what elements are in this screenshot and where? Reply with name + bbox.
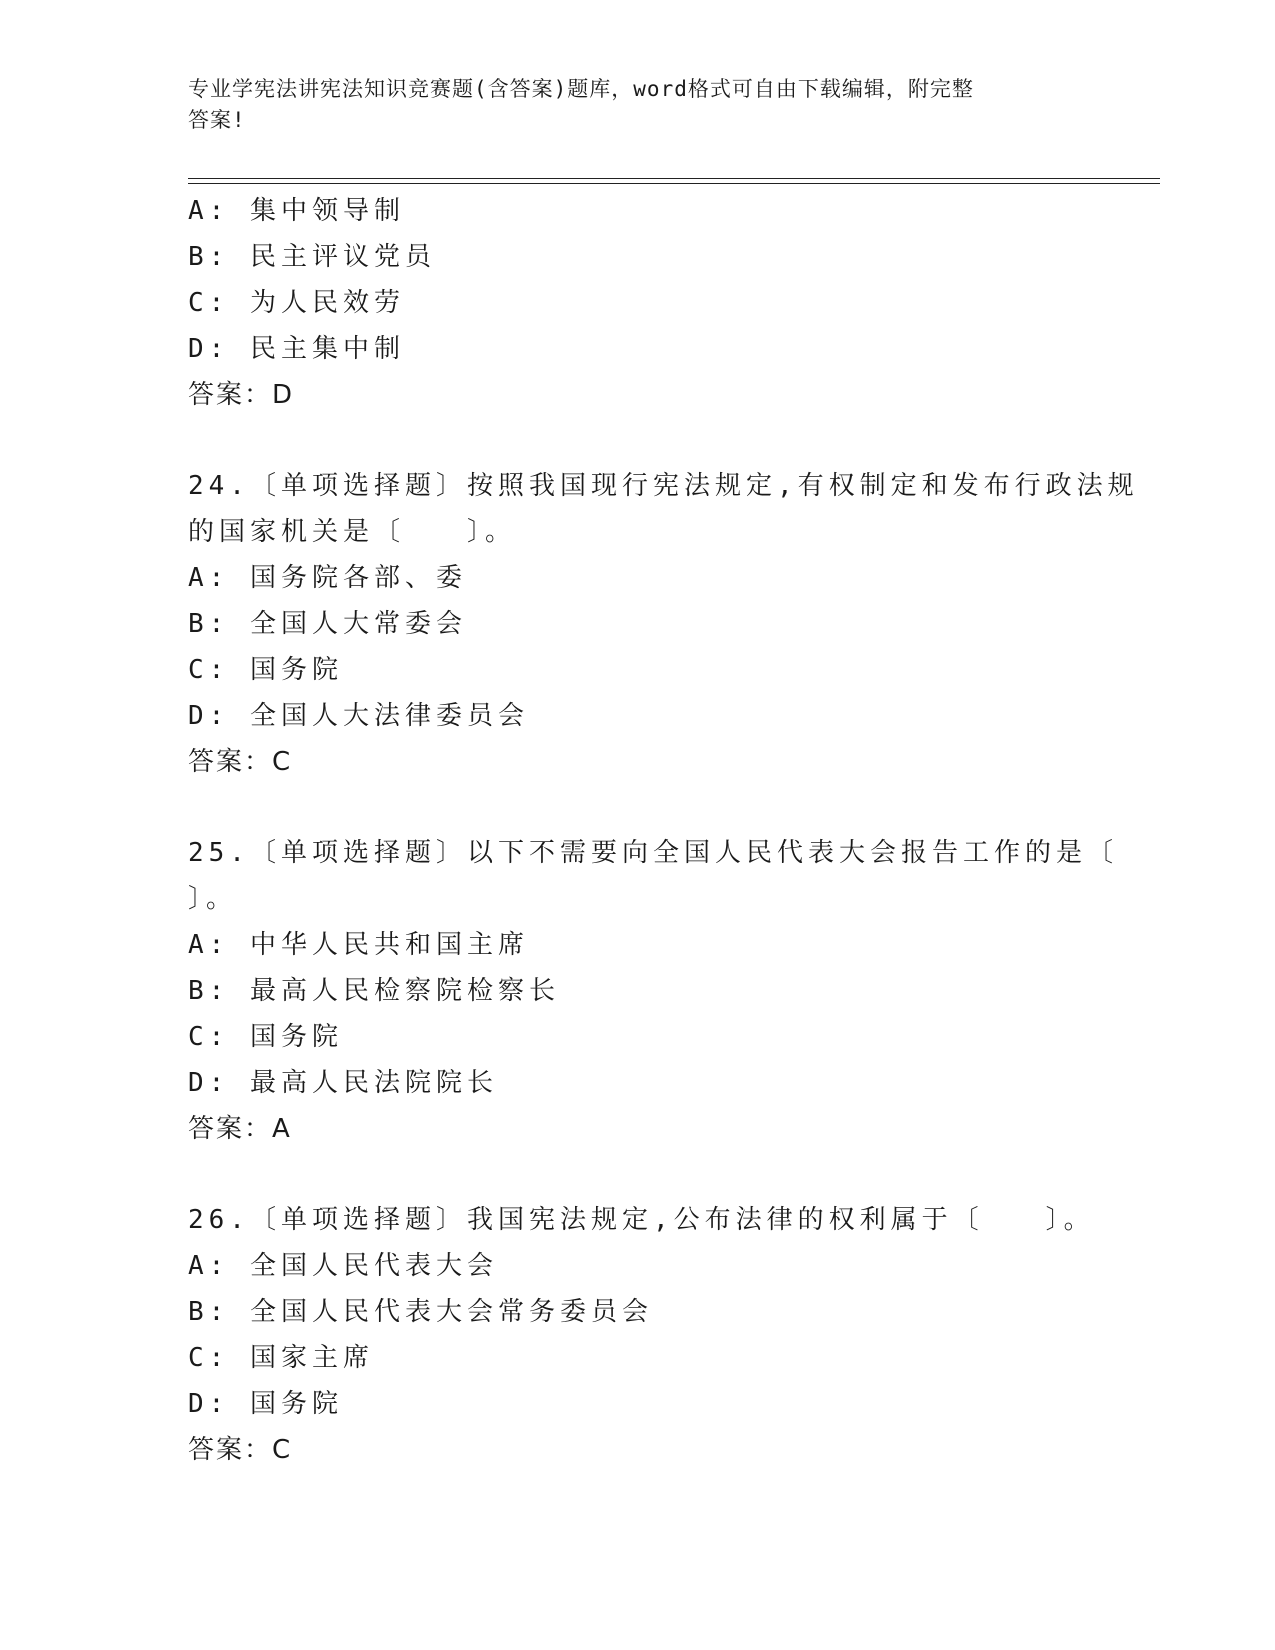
option-c: C: 国务院 xyxy=(188,1022,343,1052)
question-text-line-1: 25.〔单项选择题〕以下不需要向全国人民代表大会报告工作的是〔 xyxy=(188,838,1118,868)
header-divider-top xyxy=(188,178,1160,179)
option-d: D: 全国人大法律委员会 xyxy=(188,701,529,731)
question-23 xyxy=(188,188,1128,418)
question-26 xyxy=(188,1197,1128,1473)
question-24 xyxy=(188,463,1139,785)
option-d: D: 民主集中制 xyxy=(188,334,405,364)
header-line-1: 专业学宪法讲宪法知识竞赛题(含答案)题库，word格式可自由下载编辑，附完整 xyxy=(188,77,974,101)
spacer xyxy=(188,1152,1128,1197)
question-list xyxy=(188,188,1139,1473)
option-b: B: 民主评议党员 xyxy=(188,242,436,272)
question-text-line-2: 〕。 xyxy=(188,884,238,914)
option-a: A: 中华人民共和国主席 xyxy=(188,930,529,960)
option-c: C: 为人民效劳 xyxy=(188,288,405,318)
answer: 答案：D xyxy=(188,380,295,410)
option-c: C: 国家主席 xyxy=(188,1343,374,1373)
option-c: C: 国务院 xyxy=(188,655,343,685)
question-25 xyxy=(188,830,1128,1152)
header-divider-bottom xyxy=(188,183,1160,184)
document-header xyxy=(188,74,1068,136)
option-d: D: 最高人民法院院长 xyxy=(188,1068,498,1098)
spacer xyxy=(188,418,1128,463)
option-b: B: 全国人大常委会 xyxy=(188,609,467,639)
spacer xyxy=(188,785,1128,830)
answer: 答案：C xyxy=(188,1435,293,1465)
option-b: B: 最高人民检察院检察长 xyxy=(188,976,560,1006)
header-line-2: 答案! xyxy=(188,108,246,132)
option-a: A: 集中领导制 xyxy=(188,196,405,226)
question-text-line-1: 26.〔单项选择题〕我国宪法规定,公布法律的权利属于〔 〕。 xyxy=(188,1205,1095,1235)
option-a: A: 全国人民代表大会 xyxy=(188,1251,498,1281)
answer: 答案：A xyxy=(188,1114,292,1144)
question-text-line-1: 24.〔单项选择题〕按照我国现行宪法规定,有权制定和发布行政法规 xyxy=(188,471,1139,501)
question-text-line-2: 的国家机关是〔 〕。 xyxy=(188,517,517,547)
answer: 答案：C xyxy=(188,747,293,777)
option-b: B: 全国人民代表大会常务委员会 xyxy=(188,1297,653,1327)
option-d: D: 国务院 xyxy=(188,1389,343,1419)
option-a: A: 国务院各部、委 xyxy=(188,563,467,593)
